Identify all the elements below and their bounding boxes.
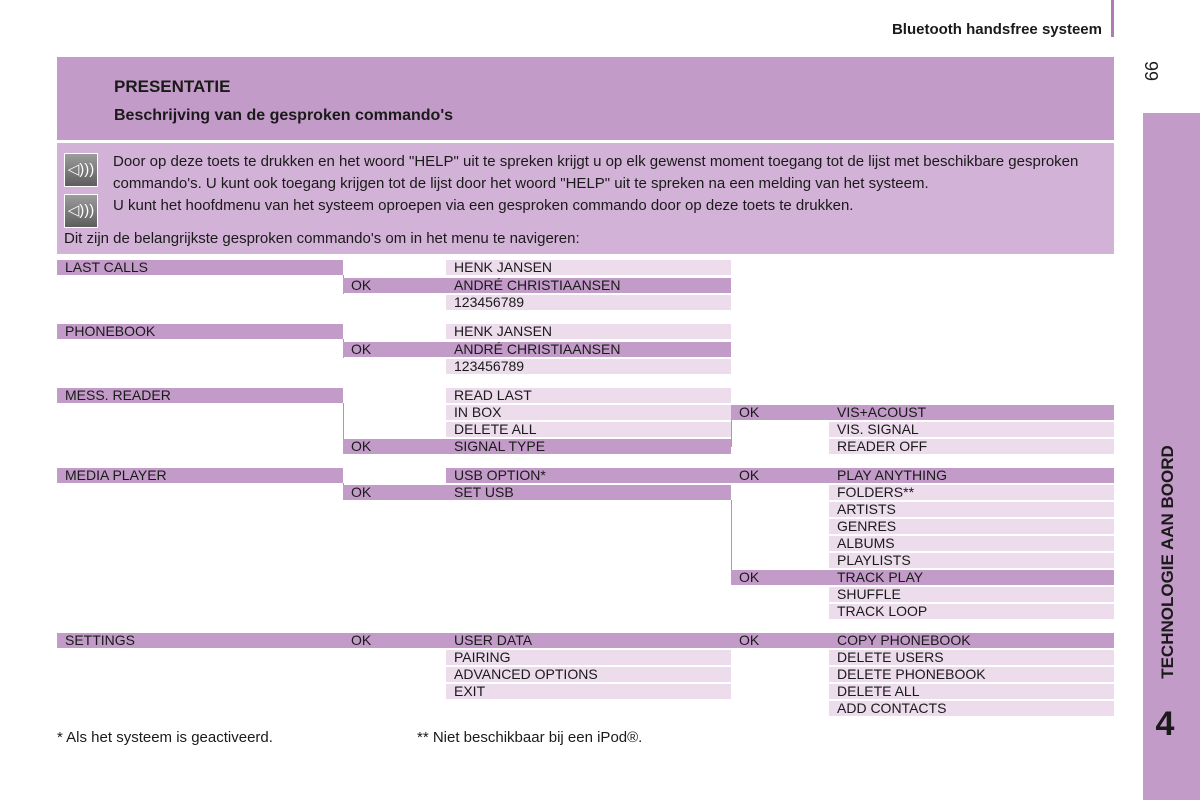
intro-paragraph-navigation: Dit zijn de belangrijkste gesproken commando's om in het menu te navigeren: <box>64 230 580 247</box>
ok-label: OK <box>343 439 446 454</box>
menu-item: IN BOX <box>446 405 731 420</box>
ok-label: OK <box>343 278 446 293</box>
menu-last-calls: LAST CALLS <box>57 260 343 275</box>
chapter-side-label: TECHNOLOGIE AAN BOORD <box>1158 445 1177 679</box>
menu-item: 123456789 <box>446 359 731 374</box>
menu-item: EXIT <box>446 684 731 699</box>
menu-item: PAIRING <box>446 650 731 665</box>
menu-option: TRACK LOOP <box>829 604 1114 619</box>
menu-option: READER OFF <box>829 439 1114 454</box>
section-header-box <box>57 57 1114 140</box>
menu-settings: SETTINGS <box>57 633 343 648</box>
menu-media-player: MEDIA PLAYER <box>57 468 343 483</box>
footnote-activated: * Als het systeem is geactiveerd. <box>57 729 273 746</box>
section-subtitle: Beschrijving van de gesproken commando's <box>114 107 454 124</box>
menu-item: ANDRÉ CHRISTIAANSEN <box>446 278 731 293</box>
menu-option: VIS+ACOUST <box>829 405 1114 420</box>
menu-item: SIGNAL TYPE <box>446 439 731 454</box>
ok-label: OK <box>731 633 829 648</box>
ok-label: OK <box>343 485 446 500</box>
menu-option: DELETE USERS <box>829 650 1114 665</box>
menu-phonebook: PHONEBOOK <box>57 324 343 339</box>
menu-option: ADD CONTACTS <box>829 701 1114 716</box>
voice-command-button-icon: ◁))) <box>64 153 98 187</box>
menu-item: ANDRÉ CHRISTIAANSEN <box>446 342 731 357</box>
intro-paragraph-help: Door op deze toets te drukken en het woord "HELP" uit te spreken krijgt u op elk gewenst moment toegang tot de lijst met beschikbare gesproken commando's. U kunt ook toegang krijgen tot de lijst door het woord "HELP" uit te spreken na een melding van het systeem. <box>113 153 1079 192</box>
intro-paragraph-main-menu: U kunt het hoofdmenu van het systeem oproepen via een gesproken commando door op deze toets te drukken. <box>113 197 854 214</box>
ok-label: OK <box>731 468 829 483</box>
menu-item: SET USB <box>446 485 731 500</box>
ok-label: OK <box>343 342 446 357</box>
ok-label: OK <box>731 405 829 420</box>
chapter-number: 4 <box>1155 705 1175 743</box>
menu-item: DELETE ALL <box>446 422 731 437</box>
header-divider <box>1111 0 1114 37</box>
connector-line <box>731 500 732 578</box>
menu-item: USER DATA <box>446 633 731 648</box>
menu-option: PLAYLISTS <box>829 553 1114 568</box>
menu-item: USB OPTION* <box>446 468 731 483</box>
menu-item: 123456789 <box>446 295 731 310</box>
menu-option: PLAY ANYTHING <box>829 468 1114 483</box>
menu-option: SHUFFLE <box>829 587 1114 602</box>
menu-option: TRACK PLAY <box>829 570 1114 585</box>
menu-item: ADVANCED OPTIONS <box>446 667 731 682</box>
menu-option: GENRES <box>829 519 1114 534</box>
menu-item: READ LAST <box>446 388 731 403</box>
section-title: PRESENTATIE <box>114 77 231 96</box>
menu-item: HENK JANSEN <box>446 260 731 275</box>
menu-mess-reader: MESS. READER <box>57 388 343 403</box>
menu-option: FOLDERS** <box>829 485 1114 500</box>
menu-option: ALBUMS <box>829 536 1114 551</box>
menu-option: COPY PHONEBOOK <box>829 633 1114 648</box>
voice-command-button-icon: ◁))) <box>64 194 98 228</box>
page-number: 99 <box>1141 60 1161 82</box>
menu-option: DELETE ALL <box>829 684 1114 699</box>
menu-option: VIS. SIGNAL <box>829 422 1114 437</box>
connector-line <box>731 420 732 447</box>
footnote-ipod: ** Niet beschikbaar bij een iPod®. <box>417 729 643 746</box>
menu-option: DELETE PHONEBOOK <box>829 667 1114 682</box>
page-header-title: Bluetooth handsfree systeem <box>891 21 1102 38</box>
ok-label: OK <box>731 570 829 585</box>
ok-label: OK <box>343 633 446 648</box>
menu-item: HENK JANSEN <box>446 324 731 339</box>
menu-option: ARTISTS <box>829 502 1114 517</box>
